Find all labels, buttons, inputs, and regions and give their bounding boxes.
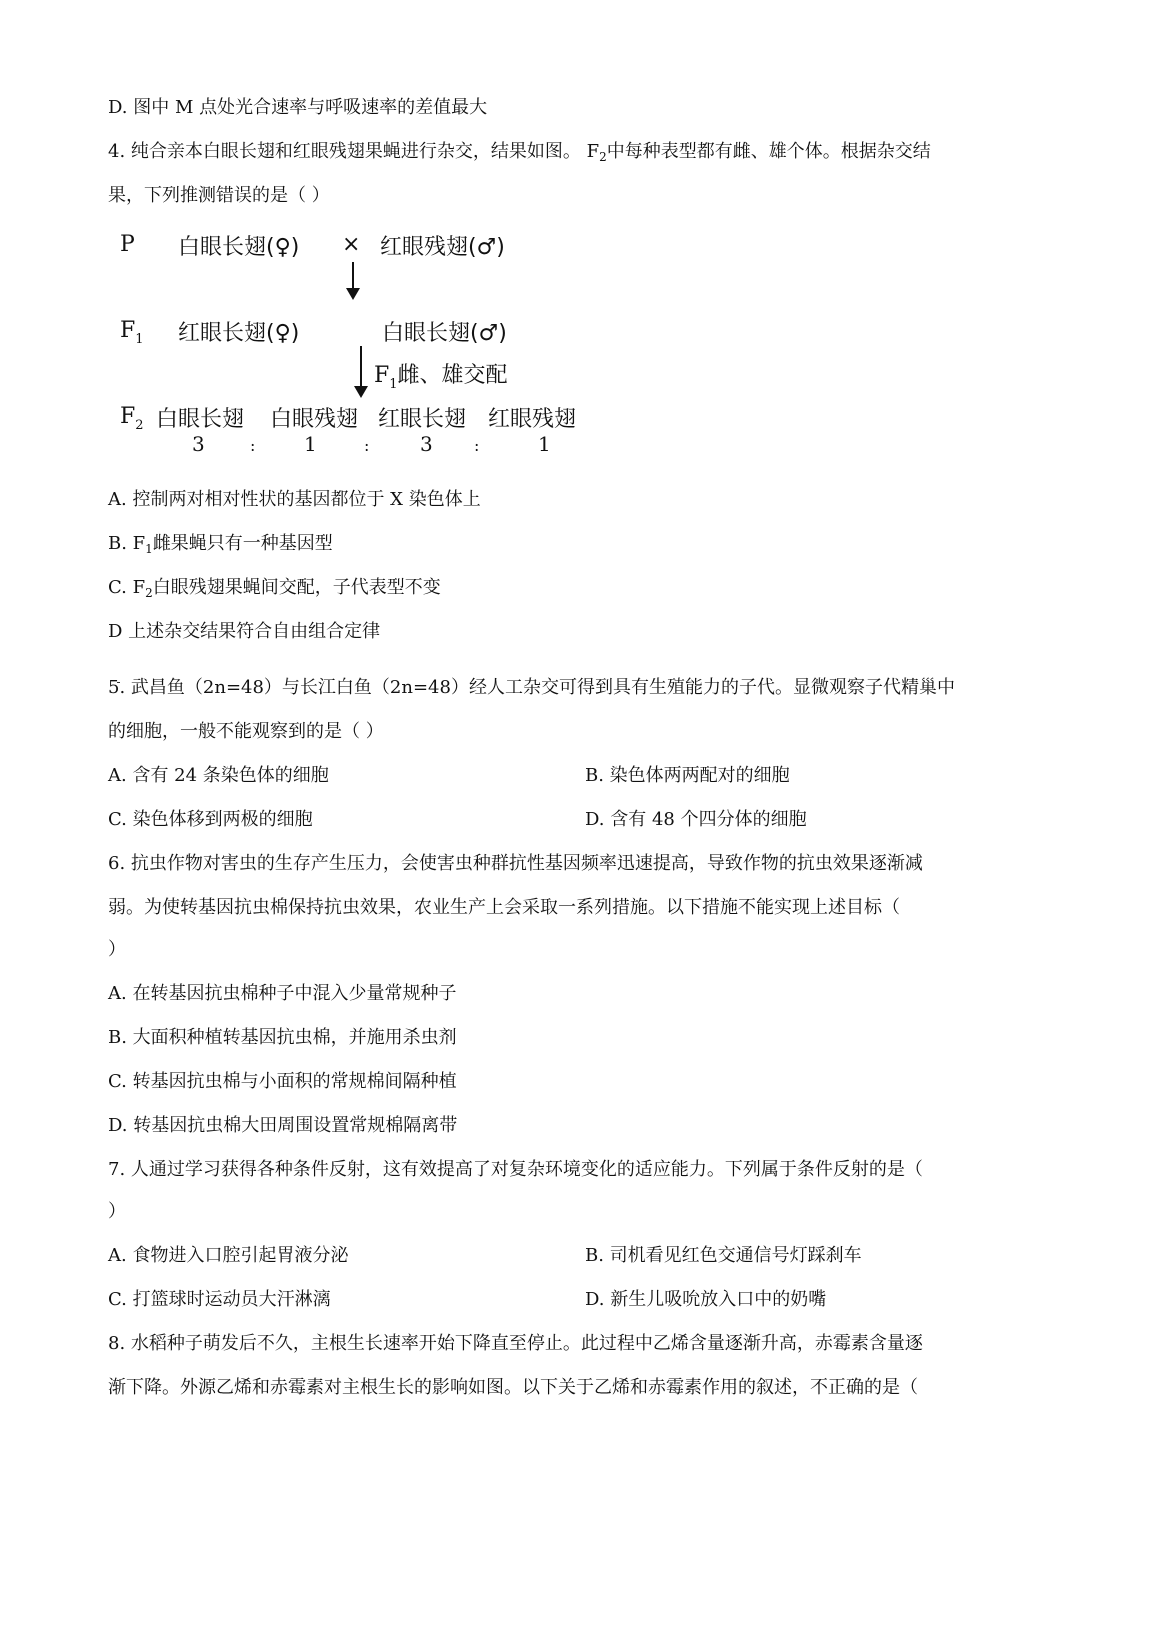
q7-option-d: D. 新生儿吸吮放入口中的奶嘴 [585, 1289, 827, 1310]
diagram-ratio-separator: : [250, 436, 256, 455]
diagram-p-female: 白眼长翅(♀) [178, 235, 300, 260]
q4-stem-line1: 4. 纯合亲本白眼长翅和红眼残翅果蝇进行杂交，结果如图。 $F_2$中每种表型都有雌、雄个体。根据杂交结 [108, 141, 931, 164]
q6-stem-line2: 弱。为使转基因抗虫棉保持抗虫效果，农业生产上会采取一系列措施。以下措施不能实现上述目标（ [108, 897, 900, 918]
q6-option-b: B. 大面积种植转基因抗虫棉，并施用杀虫剂 [108, 1027, 457, 1048]
q5-stem-line2: 的细胞，一般不能观察到的是（ ） [108, 721, 384, 742]
q7-stem-line1: 7. 人通过学习获得各种条件反射，这有效提高了对复杂环境变化的适应能力。下列属于条件反射的是（ [108, 1159, 923, 1180]
q4-option-a: A. 控制两对相对性状的基因都位于 X 染色体上 [108, 489, 481, 510]
q7-stem-line2: ） [108, 1201, 126, 1222]
diagram-f2-phenotype: 红眼长翅 [378, 407, 467, 432]
diagram-f1-female: 红眼长翅(♀) [178, 321, 300, 346]
q4-option-d: D 上述杂交结果符合自由组合定律 [108, 621, 381, 642]
q3-option-d: D. 图中 M 点处光合速率与呼吸速率的差值最大 [108, 97, 488, 118]
diagram-cross-symbol: × [342, 232, 361, 257]
diagram-f2-phenotype: 白眼长翅 [156, 407, 245, 432]
diagram-ratio-separator: : [474, 436, 480, 455]
q5-option-a: A. 含有 24 条染色体的细胞 [108, 765, 329, 786]
q6-stem-line1: 6. 抗虫作物对害虫的生存产生压力，会使害虫种群抗性基因频率迅速提高，导致作物的抗虫效果逐渐减 [108, 853, 923, 874]
diagram-f1-mating: $F_1$雌、雄交配 [374, 363, 508, 392]
q4-option-b: B. $F_1$雌果蝇只有一种基因型 [108, 533, 333, 556]
q5-option-d: D. 含有 48 个四分体的细胞 [585, 809, 807, 830]
diagram-f2-phenotype: 白眼残翅 [270, 407, 359, 432]
q7-option-c: C. 打篮球时运动员大汗淋漓 [108, 1289, 331, 1310]
diagram-f2-phenotype: 红眼残翅 [488, 407, 577, 432]
q4-stem-line2: 果，下列推测错误的是（ ） [108, 185, 330, 206]
arrow-down-icon [352, 262, 354, 298]
q6-option-c: C. 转基因抗虫棉与小面积的常规棉间隔种植 [108, 1071, 457, 1092]
diagram-ratio-separator: : [364, 436, 370, 455]
diagram-f1-label: $F_1$ [120, 318, 144, 347]
arrow-down-icon [360, 346, 362, 396]
q7-option-b: B. 司机看见红色交通信号灯踩刹车 [585, 1245, 862, 1266]
q8-stem-line1: 8. 水稻种子萌发后不久，主根生长速率开始下降直至停止。此过程中乙烯含量逐渐升高，赤霉素含量逐 [108, 1333, 923, 1354]
q4-option-c: C. $F_2$白眼残翅果蝇间交配，子代表型不变 [108, 577, 441, 600]
q7-option-a: A. 食物进入口腔引起胃液分泌 [108, 1245, 349, 1266]
q8-stem-line2: 渐下降。外源乙烯和赤霉素对主根生长的影响如图。以下关于乙烯和赤霉素作用的叙述，不正确的是（ [108, 1377, 918, 1398]
diagram-f2-ratio: 1 [538, 432, 551, 456]
diagram-f2-ratio: 1 [304, 432, 317, 456]
diagram-p-label: P [120, 232, 135, 257]
diagram-f2-ratio: 3 [192, 432, 205, 456]
diagram-f1-male: 白眼长翅(♂) [382, 321, 507, 346]
q5-option-c: C. 染色体移到两极的细胞 [108, 809, 313, 830]
diagram-p-male: 红眼残翅(♂) [380, 235, 505, 260]
q6-option-a: A. 在转基因抗虫棉种子中混入少量常规种子 [108, 983, 457, 1004]
diagram-f2-ratio: 3 [420, 432, 433, 456]
q6-stem-line3: ） [108, 939, 126, 960]
q6-option-d: D. 转基因抗虫棉大田周围设置常规棉隔离带 [108, 1115, 458, 1136]
q5-option-b: B. 染色体两两配对的细胞 [585, 765, 790, 786]
diagram-f2-label: $F_2$ [120, 404, 144, 433]
q5-stem-line1: 5. 武昌鱼（2n=48）与长江白鱼（2n=48）经人工杂交可得到具有生殖能力的子代。显微观察子代精巢中 [108, 677, 955, 698]
